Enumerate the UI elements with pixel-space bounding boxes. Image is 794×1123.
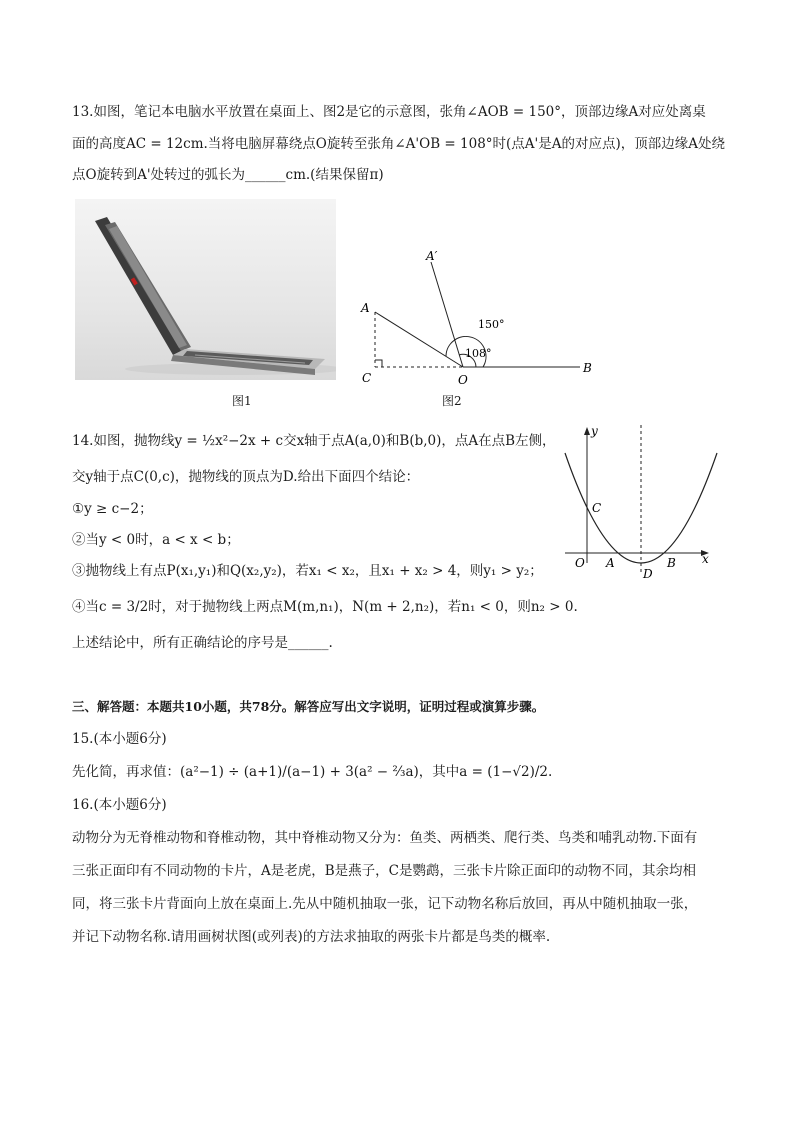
label-y: y — [591, 424, 598, 438]
label-a: A — [606, 556, 615, 570]
label-108: 108° — [465, 347, 492, 360]
q14-conclusion-4: ④当c = 3/2时，对于抛物线上两点M(m,n₁)，N(m + 2,n₂)，若n₁ < 0，则n₂ > 0. — [72, 599, 578, 615]
q14-conclusion-1: ①y ≥ c−2； — [72, 501, 153, 517]
label-x: x — [702, 552, 709, 566]
parabola-graph — [555, 423, 725, 583]
label-c: C — [362, 371, 372, 385]
q14-line-2: 交y轴于点C(0,c)，抛物线的顶点为D.给出下面四个结论： — [72, 469, 420, 485]
laptop-illustration — [75, 199, 336, 380]
q13-line-2: 面的高度AC = 12cm.当将电脑屏幕绕点O旋转至张角∠A'OB = 108°时(点A'是A的对应点)，顶部边缘A处绕 — [72, 136, 726, 152]
q13-line-1: 13.如图，笔记本电脑水平放置在桌面上、图2是它的示意图，张角∠AOB = 150°，顶部边缘A对应处离桌 — [72, 104, 706, 120]
label-c: C — [592, 501, 602, 515]
q15-body: 先化简，再求值：(a²−1) ÷ (a+1)/(a−1) + 3(a² − ⅔a)，其中a = (1−√2)/2. — [72, 764, 553, 780]
angle-diagram — [355, 240, 600, 390]
label-o: O — [458, 373, 468, 387]
q15-heading: 15.(本小题6分) — [72, 731, 167, 747]
q14-question: 上述结论中，所有正确结论的序号是______. — [72, 635, 333, 651]
q13-line-3: 点O旋转到A'处转过的弧长为______cm.(结果保留π) — [72, 167, 384, 183]
q16-line-2: 三张正面印有不同动物的卡片，A是老虎，B是燕子，C是鹦鹉，三张卡片除正面印的动物不同，其余均相 — [72, 863, 696, 879]
label-150: 150° — [478, 318, 505, 331]
label-a-prime: A′ — [426, 249, 438, 263]
label-b: B — [583, 361, 592, 375]
label-o: O — [575, 556, 585, 570]
label-d: D — [643, 567, 653, 581]
q16-line-3: 同，将三张卡片背面向上放在桌面上.先从中随机抽取一张，记下动物名称后放回，再从中随机抽取一张， — [72, 896, 698, 912]
q14-conclusion-2: ②当y < 0时，a < x < b； — [72, 532, 240, 548]
label-a: A — [361, 301, 370, 315]
q16-heading: 16.(本小题6分) — [72, 797, 167, 813]
fig2-caption: 图2 — [442, 394, 462, 408]
label-b: B — [667, 556, 676, 570]
fig1-caption: 图1 — [232, 394, 252, 408]
q14-line-1: 14.如图，抛物线y = ½x²−2x + c交x轴于点A(a,0)和B(b,0)，点A在点B左侧， — [72, 433, 556, 449]
q16-line-4: 并记下动物名称.请用画树状图(或列表)的方法求抽取的两张卡片都是鸟类的概率. — [72, 929, 551, 945]
section-3-heading: 三、解答题：本题共10小题，共78分。解答应写出文字说明，证明过程或演算步骤。 — [72, 699, 545, 714]
q16-line-1: 动物分为无脊椎动物和脊椎动物，其中脊椎动物又分为：鱼类、两栖类、爬行类、鸟类和哺乳动物.下面有 — [72, 830, 698, 846]
q14-conclusion-3: ③抛物线上有点P(x₁,y₁)和Q(x₂,y₂)，若x₁ < x₂，且x₁ + x₂ > 4，则y₁ > y₂； — [72, 563, 543, 579]
laptop-photo — [75, 199, 336, 380]
